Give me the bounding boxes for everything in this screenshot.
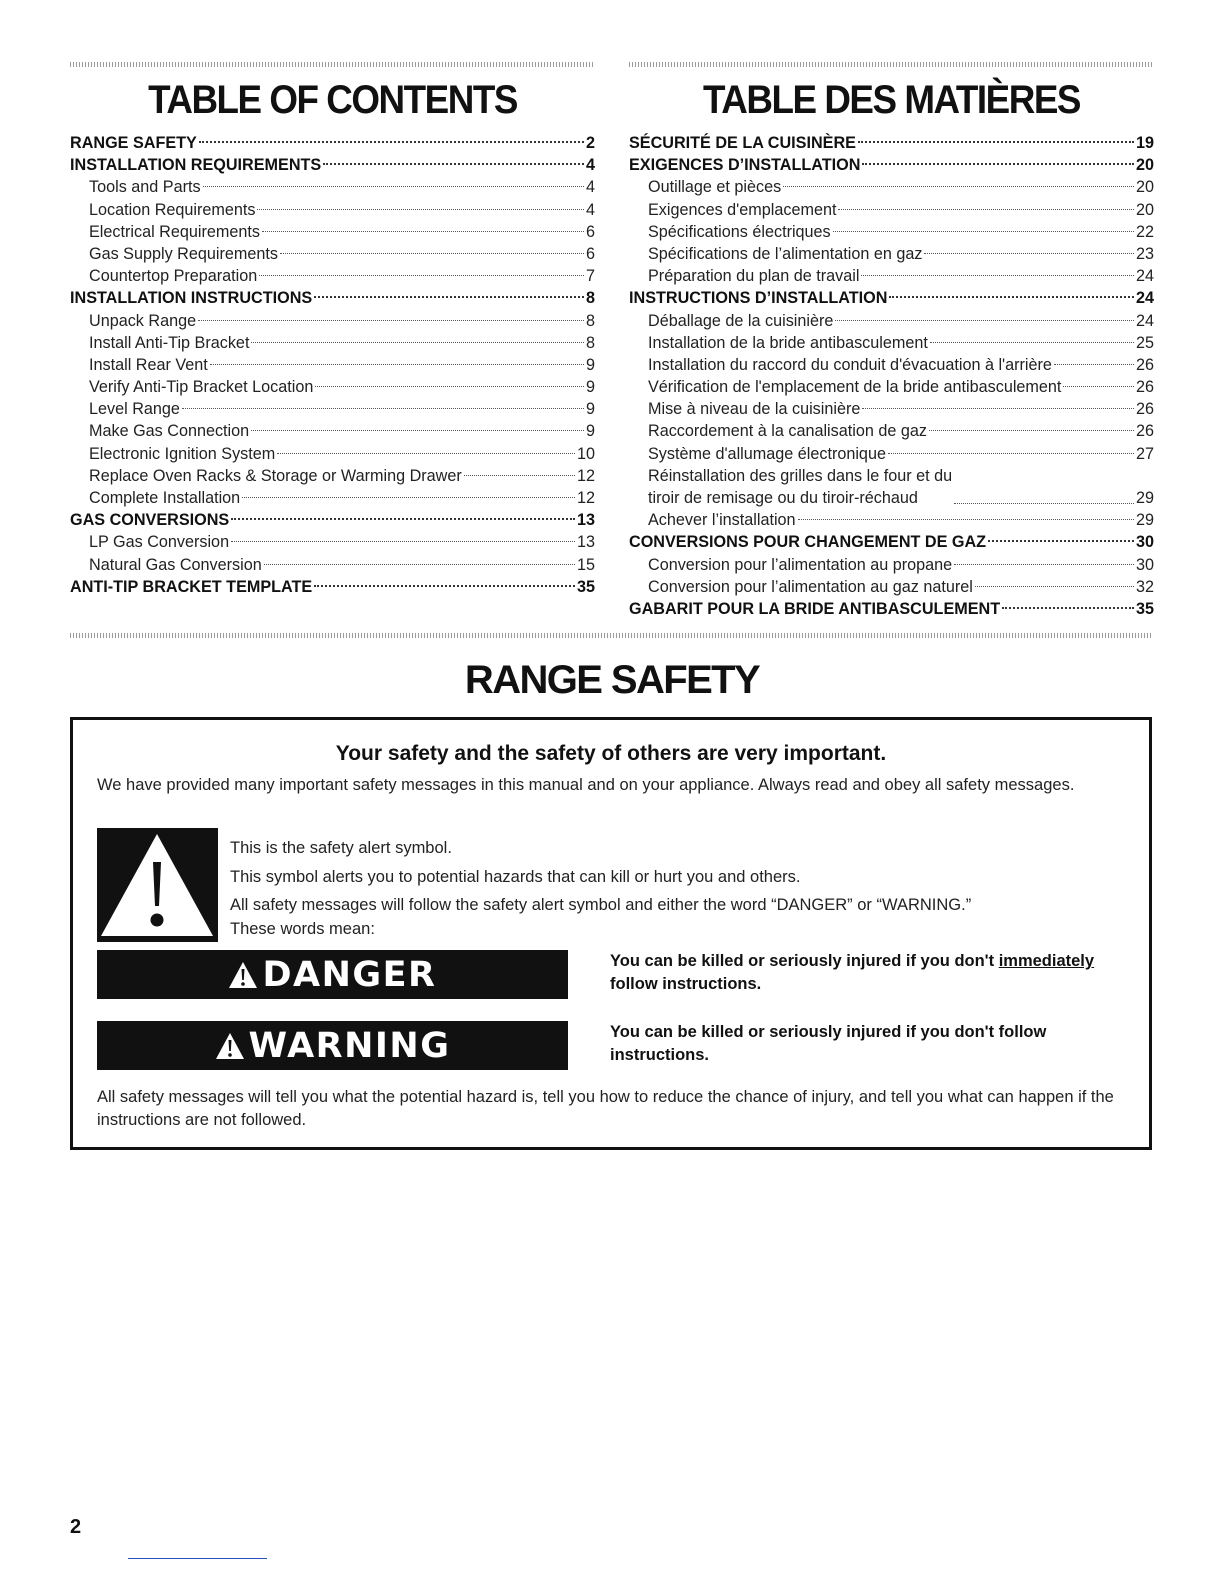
toc-leader-dots [889,296,1134,298]
toc-entry-page: 9 [585,355,595,374]
toc-entry[interactable] [70,531,595,553]
toc-leader-dots [251,430,584,431]
toc-leader-dots [924,253,1134,254]
toc-entry[interactable] [629,132,1154,154]
toc-entry-title: Unpack Range [89,311,197,330]
toc-entry-page: 4 [585,178,595,197]
alert-lines [230,834,971,943]
toc-entry[interactable] [70,487,595,509]
toc-leader-dots [954,503,1134,504]
toc-entry-page: 30 [1135,533,1154,552]
toc-entry-title: Gas Supply Requirements [89,244,278,263]
toc-leader-dots [861,275,1134,276]
toc-entry-title: Natural Gas Conversion [89,555,262,574]
toc-entry[interactable] [70,132,595,154]
toc-entry[interactable] [629,465,1154,509]
toc-leader-dots [783,186,1134,187]
toc-entry[interactable] [70,176,595,198]
toc-entry-title: ANTI-TIP BRACKET TEMPLATE [70,577,313,596]
toc-entry[interactable] [70,465,595,487]
toc-leader-dots [858,141,1134,143]
danger-text-part: follow instructions. [610,974,762,993]
toc-leader-dots [315,386,584,387]
toc-entry[interactable] [629,287,1154,309]
toc-leader-dots [231,541,575,542]
toc-entry-page: 26 [1135,378,1154,397]
toc-entry-page: 6 [585,244,595,263]
toc-entry-title: Tools and Parts [89,178,201,197]
toc-leader-dots [833,231,1134,232]
toc-entry-page: 9 [585,422,595,441]
toc-leader-dots [264,564,575,565]
toc-entry[interactable] [629,265,1154,287]
toc-entry-title: RANGE SAFETY [70,134,197,152]
toc-leader-dots [862,408,1134,409]
toc-entry-page: 10 [576,444,595,463]
toc-entry[interactable] [629,354,1154,376]
toc-entry-title: Outillage et pièces [648,178,782,197]
toc-leader-dots [975,586,1134,587]
toc-entry-title: GAS CONVERSIONS [70,511,230,530]
toc-entry-title: Raccordement à la canalisation de gaz [648,422,927,441]
toc-leader-dots [954,564,1134,565]
toc-entry-page: 13 [576,533,595,552]
toc-entry[interactable] [70,509,595,531]
toc-english-title: TABLE OF CONTENTS [148,78,517,122]
toc-leader-dots [838,209,1134,210]
toc-leader-dots [1054,364,1134,365]
toc-entry-title: Install Rear Vent [89,355,208,374]
toc-entry-title: Install Anti-Tip Bracket [89,333,250,352]
toc-entry-title: Installation du raccord du conduit d'évacuation à l'arrière [648,355,1052,374]
toc-entry-title: Déballage de la cuisinière [648,311,834,330]
toc-entry-page: 9 [585,400,595,419]
toc-entry-page: 23 [1135,244,1154,263]
toc-entry-page: 26 [1135,355,1154,374]
top-rule-right [629,62,1152,67]
toc-leader-dots [862,163,1134,165]
toc-entry-page: 6 [585,222,595,241]
mid-rule [70,633,1152,638]
alert-line: This is the safety alert symbol. [230,839,452,857]
toc-leader-dots [210,364,584,365]
toc-leader-dots [277,453,575,454]
toc-entry-title-line: Réinstallation des grilles dans le four et du [648,466,953,485]
warning-signal-bar [97,1021,568,1070]
toc-entry-page: 24 [1135,311,1154,330]
toc-entry-title: Achever l’installation [648,511,796,530]
toc-entry[interactable] [70,287,595,309]
toc-entry-page: 25 [1135,333,1154,352]
toc-entry-title: Spécifications électriques [648,222,831,241]
toc-entry-title: Electronic Ignition System [89,444,276,463]
toc-entry-page: 35 [1135,599,1154,618]
toc-entry-title: Préparation du plan de travail [648,267,860,286]
toc-french-title: TABLE DES MATIÈRES [703,78,1080,122]
toc-leader-dots [888,453,1134,454]
toc-entry[interactable] [70,398,595,420]
toc-entry-title: CONVERSIONS POUR CHANGEMENT DE GAZ [629,533,987,552]
toc-leader-dots [242,497,575,498]
toc-entry-page: 27 [1135,444,1154,463]
danger-text-part: You can be killed or seriously injured if you don't [610,952,999,970]
toc-entry-title: GABARIT POUR LA BRIDE ANTIBASCULEMENT [629,599,1001,618]
toc-entry[interactable] [629,243,1154,265]
toc-entry[interactable] [629,420,1154,442]
toc-entry[interactable] [70,554,595,576]
toc-entry[interactable] [70,199,595,221]
toc-entry-title: Conversion pour l’alimentation au propane [648,555,953,574]
toc-entry-page: 20 [1135,200,1154,219]
toc-entry-title-line: tiroir de remisage ou du tiroir-réchaud [648,489,918,507]
toc-entry-page: 8 [585,289,595,308]
toc-entry-page: 24 [1135,267,1154,286]
toc-entry-page: 13 [576,511,595,530]
toc-leader-dots [257,209,584,210]
toc-entry[interactable] [629,176,1154,198]
danger-signal-bar [97,950,568,999]
toc-entry[interactable] [70,576,595,598]
toc-leader-dots [988,540,1134,542]
toc-entry[interactable] [70,265,595,287]
danger-text-emphasis: immediately [998,952,1095,970]
toc-entry-title: Replace Oven Racks & Storage or Warming Drawer [89,466,462,485]
toc-entry[interactable] [70,243,595,265]
toc-leader-dots [314,585,575,587]
safety-heading: Your safety and the safety of others are very important. [335,742,887,765]
toc-entry-title: Verify Anti-Tip Bracket Location [89,378,314,397]
toc-entry-page: 2 [585,134,595,152]
toc-entry-page: 4 [585,200,595,219]
toc-entry-page: 32 [1135,577,1154,596]
toc-entry[interactable] [70,310,595,332]
toc-entry-title: Location Requirements [89,200,256,219]
toc-leader-dots [929,430,1134,431]
safety-alert-icon [97,828,218,942]
toc-entry[interactable] [629,531,1154,553]
toc-entry-title: Vérification de l'emplacement de la bride antibasculement [648,378,1062,397]
toc-french [629,70,1154,620]
toc-entry-title: Electrical Requirements [89,222,260,241]
toc-leader-dots [199,141,584,143]
toc-leader-dots [231,518,575,520]
toc-entry-title: Système d'allumage électronique [648,444,886,463]
toc-leader-dots [251,342,584,343]
toc-entry-page: 8 [585,333,595,352]
page-number: 2 [70,1516,82,1538]
toc-entry-title: Countertop Preparation [89,267,258,286]
toc-entry[interactable] [629,376,1154,398]
toc-leader-dots [464,475,575,476]
toc-entry-page: 9 [585,378,595,397]
toc-entry[interactable] [70,332,595,354]
toc-entry[interactable] [70,154,595,176]
danger-text [610,950,1140,995]
toc-entry-page: 4 [585,156,595,175]
toc-leader-dots [1002,607,1134,609]
toc-entry[interactable] [629,398,1154,420]
toc-leader-dots [930,342,1134,343]
toc-entry-title: Complete Installation [89,489,241,507]
toc-entry-page: 24 [1135,289,1154,308]
section-title: RANGE SAFETY [464,658,760,702]
toc-entry[interactable] [629,199,1154,221]
toc-entry[interactable] [629,598,1154,620]
toc-entry-title: Exigences d'emplacement [648,200,837,219]
toc-entry-page: 20 [1135,178,1154,197]
toc-entry[interactable] [629,154,1154,176]
toc-leader-dots [280,253,584,254]
warning-text: You can be killed or seriously injured if you don't follow instructions. [610,1023,1047,1064]
toc-leader-dots [182,408,584,409]
danger-alert-icon [228,961,258,989]
footer-line [128,1558,267,1559]
toc-entry-page: 26 [1135,422,1154,441]
toc-entry-title: Mise à niveau de la cuisinière [648,400,861,419]
toc-leader-dots [198,320,584,321]
toc-entry-title: LP Gas Conversion [89,533,230,552]
toc-english [70,70,595,598]
toc-entry[interactable] [629,332,1154,354]
toc-french-list [629,132,1154,620]
toc-entry-title: Level Range [89,400,180,419]
toc-entry-page: 30 [1135,555,1154,574]
toc-leader-dots [262,231,584,232]
toc-entry-title: EXIGENCES D’INSTALLATION [629,156,861,175]
toc-entry-title: INSTRUCTIONS D’INSTALLATION [629,289,888,308]
toc-leader-dots [323,163,584,165]
toc-leader-dots [259,275,584,276]
toc-entry-title: INSTALLATION INSTRUCTIONS [70,289,313,308]
toc-entry-page: 7 [585,267,595,286]
toc-entry-page: 8 [585,311,595,330]
alert-line: These words mean: [230,919,375,938]
toc-entry[interactable] [629,554,1154,576]
toc-entry-title: Installation de la bride antibasculement [648,333,928,352]
toc-entry[interactable] [70,221,595,243]
warning-label: WARNING [248,1025,451,1066]
toc-english-list [70,132,595,598]
toc-leader-dots [1063,386,1134,387]
toc-entry-page: 15 [576,555,595,574]
top-rule-left [70,62,595,67]
toc-entry-page: 12 [576,466,595,485]
alert-line: This symbol alerts you to potential hazards that can kill or hurt you and others. [230,867,801,886]
toc-entry[interactable] [70,420,595,442]
toc-entry-title: SÉCURITÉ DE LA CUISINÈRE [629,134,856,152]
toc-entry[interactable] [629,443,1154,465]
toc-entry-title: Make Gas Connection [89,422,250,441]
toc-entry-page: 12 [576,489,595,507]
toc-entry-page: 22 [1135,222,1154,241]
toc-entry-page: 20 [1135,156,1154,175]
toc-entry-title: Spécifications de l’alimentation en gaz [648,244,923,263]
toc-leader-dots [314,296,584,298]
toc-entry-page: 35 [576,577,595,596]
toc-entry-page: 26 [1135,400,1154,419]
toc-entry[interactable] [629,310,1154,332]
safety-intro: We have provided many important safety messages in this manual and on your appliance. Always read and obey all safety messages. [97,776,1075,794]
toc-entry-title [648,465,952,509]
toc-entry[interactable] [70,376,595,398]
toc-entry-title: Conversion pour l’alimentation au gaz naturel [648,577,973,596]
toc-leader-dots [798,519,1134,520]
toc-leader-dots [203,186,584,187]
toc-entry-title: INSTALLATION REQUIREMENTS [70,156,322,175]
warning-alert-icon [215,1032,245,1060]
toc-entry[interactable] [70,354,595,376]
safety-outro: All safety messages will tell you what the potential hazard is, tell you how to reduce the chance of injury, and tell you what can happen if the instructions are not followed. [97,1088,1114,1129]
toc-leader-dots [835,320,1134,321]
toc-entry[interactable] [70,443,595,465]
danger-label: DANGER [262,954,437,995]
safety-box [70,717,1152,1150]
toc-entry[interactable] [629,576,1154,598]
toc-entry[interactable] [629,221,1154,243]
toc-entry[interactable] [629,509,1154,531]
toc-entry-page: 19 [1135,134,1154,152]
alert-line: All safety messages will follow the safety alert symbol and either the word “DANGER” or “WARNING.” [230,896,972,914]
toc-entry-page: 29 [1135,511,1154,530]
toc-entry-page: 29 [1135,489,1154,507]
